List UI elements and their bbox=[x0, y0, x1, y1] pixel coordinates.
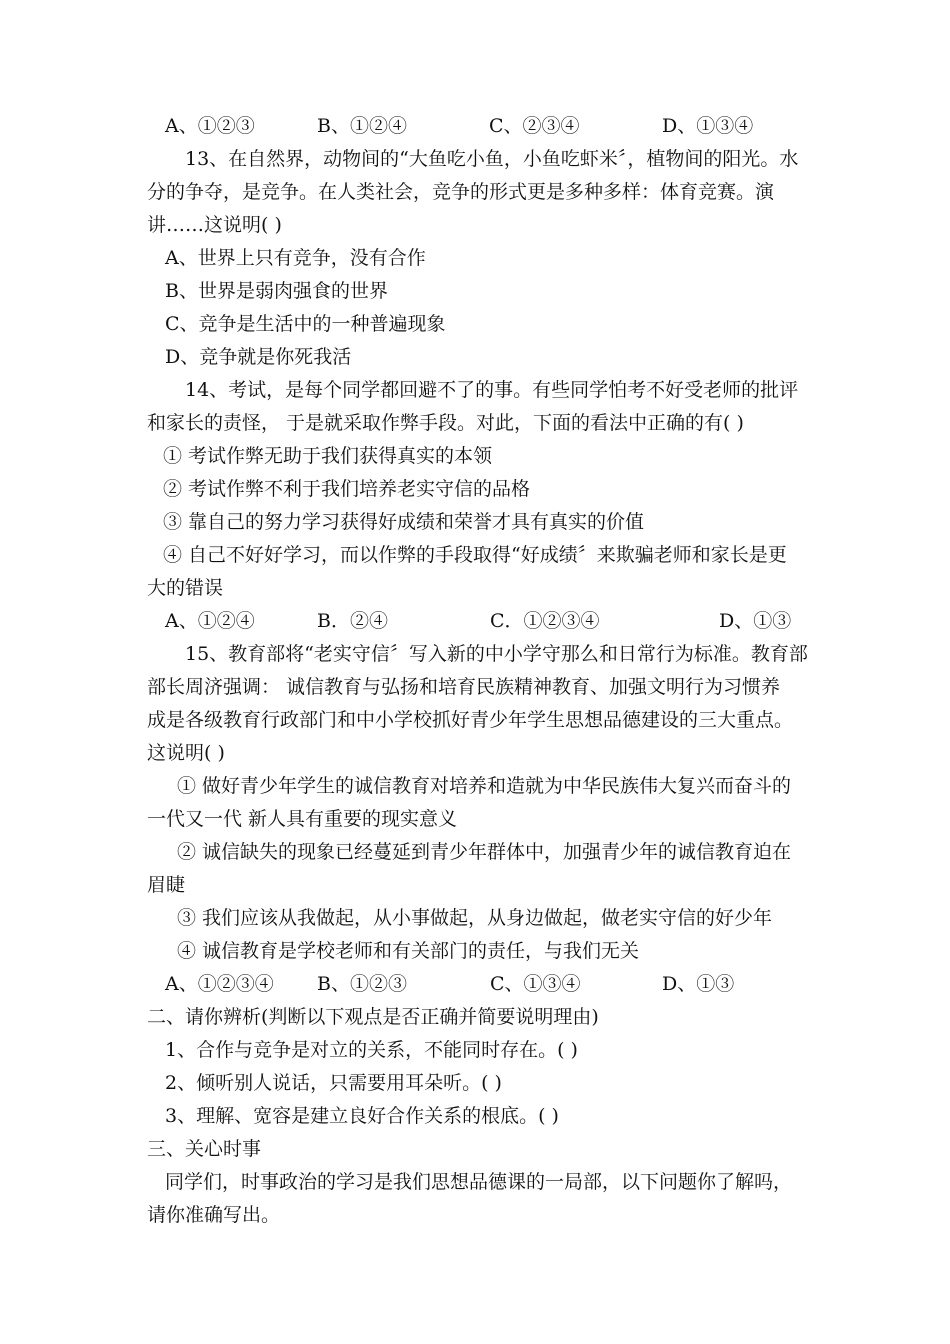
q14-statement-4: ④ 自己不好好学习，而以作弊的手段取得“好成绩〞来欺骗老师和家长是更 bbox=[163, 544, 787, 566]
section2-item-2: 2、倾听别人说话，只需要用耳朵听。( ) bbox=[165, 1072, 502, 1094]
q15-statement-2-cont: 眉睫 bbox=[147, 874, 186, 896]
section3-intro-line-2: 请你准确写出。 bbox=[147, 1204, 281, 1226]
q12-option-d: D、①③④ bbox=[662, 115, 754, 137]
q15-option-b: B、①②③ bbox=[317, 973, 407, 995]
q15-option-c: C、①③④ bbox=[490, 973, 581, 995]
q12-option-b: B、①②④ bbox=[317, 115, 407, 137]
q14-statement-1: ① 考试作弊无助于我们获得真实的本领 bbox=[163, 445, 493, 467]
q14-stem-line-1: 14、考试，是每个同学都回避不了的事。有些同学怕考不好受老师的批评 bbox=[185, 379, 799, 401]
q15-stem-line-2: 部长周济强调： 诚信教育与弘扬和培育民族精神教育、加强文明行为习惯养 bbox=[147, 676, 781, 698]
q15-option-a: A、①②③④ bbox=[165, 973, 274, 995]
q15-option-d: D、①③ bbox=[662, 973, 735, 995]
q13-option-b: B、世界是弱肉强食的世界 bbox=[165, 280, 388, 302]
q15-statement-1-cont: 一代又一代 新人具有重要的现实意义 bbox=[147, 808, 458, 830]
section2-item-1: 1、合作与竞争是对立的关系，不能同时存在。( ) bbox=[165, 1039, 578, 1061]
section2-item-3: 3、理解、宽容是建立良好合作关系的根底。( ) bbox=[165, 1105, 559, 1127]
q13-option-a: A、世界上只有竞争，没有合作 bbox=[165, 247, 426, 269]
q13-stem-line-2: 分的争夺，是竞争。在人类社会，竞争的形式更是多种多样：体育竞赛。演 bbox=[147, 181, 775, 203]
q14-option-b: B．②④ bbox=[317, 610, 388, 632]
q14-option-a: A、①②④ bbox=[165, 610, 255, 632]
q14-stem-line-2: 和家长的责怪， 于是就采取作弊手段。对此，下面的看法中正确的有( ) bbox=[147, 412, 744, 434]
q14-statement-2: ② 考试作弊不利于我们培养老实守信的品格 bbox=[163, 478, 531, 500]
q15-stem-line-3: 成是各级教育行政部门和中小学校抓好青少年学生思想品德建设的三大重点。 bbox=[147, 709, 794, 731]
q15-statement-1: ① 做好青少年学生的诚信教育对培养和造就为中华民族伟大复兴而奋斗的 bbox=[177, 775, 792, 797]
q15-statement-2: ② 诚信缺失的现象已经蔓延到青少年群体中，加强青少年的诚信教育迫在 bbox=[177, 841, 792, 863]
q12-option-a: A、①②③ bbox=[165, 115, 255, 137]
q13-stem-line-1: 13、在自然界，动物间的“大鱼吃小鱼，小鱼吃虾米〞，植物间的阳光。水 bbox=[185, 148, 799, 170]
section3-heading: 三、关心时事 bbox=[147, 1138, 262, 1160]
section3-intro-line-1: 同学们，时事政治的学习是我们思想品德课的一局部，以下问题你了解吗， bbox=[165, 1171, 793, 1193]
q14-option-d: D、①③ bbox=[719, 610, 792, 632]
q13-stem-line-3: 讲……这说明( ) bbox=[147, 214, 282, 236]
q13-option-d: D、竞争就是你死我活 bbox=[165, 346, 352, 368]
q12-option-c: C、②③④ bbox=[489, 115, 580, 137]
q13-option-c: C、竞争是生活中的一种普遍现象 bbox=[165, 313, 446, 335]
q14-statement-3: ③ 靠自己的努力学习获得好成绩和荣誉才具有真实的价值 bbox=[163, 511, 645, 533]
q15-stem-line-1: 15、教育部将“老实守信〞写入新的中小学守那么和日常行为标准。教育部 bbox=[185, 643, 808, 665]
q15-statement-4: ④ 诚信教育是学校老师和有关部门的责任，与我们无关 bbox=[177, 940, 640, 962]
section2-heading: 二、请你辨析(判断以下观点是否正确并简要说明理由) bbox=[147, 1006, 599, 1028]
q14-option-c: C．①②③④ bbox=[490, 610, 600, 632]
q15-stem-line-4: 这说明( ) bbox=[147, 742, 225, 764]
q14-statement-4-cont: 大的错误 bbox=[147, 577, 224, 599]
q15-statement-3: ③ 我们应该从我做起，从小事做起，从身边做起，做老实守信的好少年 bbox=[177, 907, 773, 929]
